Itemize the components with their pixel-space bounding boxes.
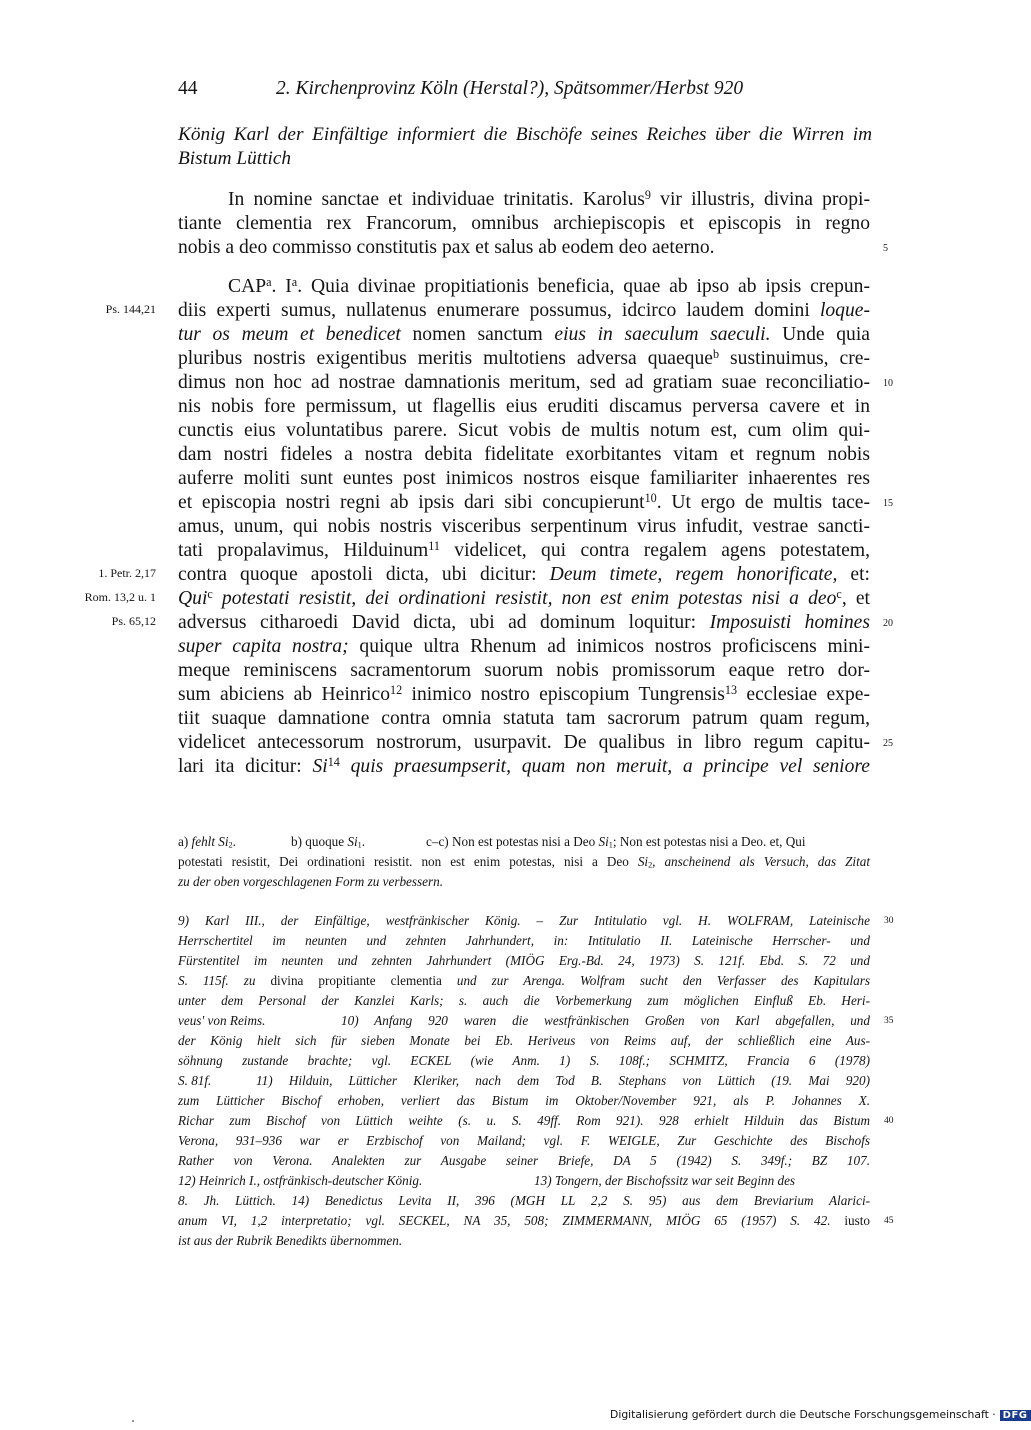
body-line: dimus non hoc ad nostrae damnationis meritum, sed ad gratiam suae reconciliatio- xyxy=(178,372,870,393)
line-number: 40 xyxy=(884,1116,894,1126)
apparatus-line xyxy=(178,832,870,852)
note-line: anum VI, 1,2 interpretatio; vgl. SECKEL, NA 35, 508; ZIMMERMANN, MIÖG 65 (1957) S. 42. iusto xyxy=(178,1213,870,1228)
note-line: ist aus der Rubrik Benedikts übernommen. xyxy=(178,1233,403,1248)
body-line: cunctis eius voluntatibus parere. Sicut vobis de multis notum est, cum olim qui- xyxy=(178,420,870,441)
body-line: nis nobis fore permissum, ut flagellis eius eruditi discamus perversa cavere et in xyxy=(178,396,870,417)
note-line: zum Lütticher Bischof erhoben, verliert das Bistum im Oktober/November 921, als P. Johannes X. xyxy=(178,1093,870,1108)
line-number: 15 xyxy=(883,498,893,509)
apparatus-note-b: b) quoque $Si_1$. xyxy=(291,834,366,850)
body-line: amus, unum, qui nobis nostris visceribus serpentinum virus infudit, vestrae sancti- xyxy=(178,516,870,537)
note-line: Fürstentitel im neunten und zehnten Jahrhundert (MIÖG Erg.-Bd. 24, 1973) S. 121f. Ebd. S. 72 und xyxy=(178,953,870,968)
body-line: tur os meum et benedicet nomen sanctum eius in saeculum saeculi. Unde quia xyxy=(178,324,870,345)
line-number: 20 xyxy=(883,618,893,629)
note-line: 8. Jh. Lüttich. 14) Benedictus Levita II, 396 (MGH LL 2,2 S. 95) aus dem Breviarium Alarici- xyxy=(178,1193,870,1208)
note-line: S. 115f. zu divina propitiante clementia und zur Arenga. Wolfram sucht den Verfasser des Kapitulars xyxy=(178,973,870,988)
body-line: nobis a deo commisso constitutis pax et salus ab eodem deo aeterno. xyxy=(178,237,715,258)
body-line: adversus citharoedi David dicta, ubi ad dominum loquitur: Imposuisti homines xyxy=(178,612,870,633)
body-line: tiante clementia rex Francorum, omnibus archiepiscopis et episcopis in regno xyxy=(178,213,870,234)
note-line: Rather von Verona. Analekten zur Ausgabe seiner Briefe, DA 5 (1942) S. 349f.; BZ 107. xyxy=(178,1153,870,1168)
document-title-line: König Karl der Einfältige informiert die Bischöfe seines Reiches über die Wirren im xyxy=(178,124,872,145)
note-line: S. 81f. 11) Hilduin, Lütticher Kleriker, nach dem Tod B. Stephans von Lüttich (19. Mai 920) xyxy=(178,1073,870,1088)
line-number: 5 xyxy=(883,243,888,254)
body-line: videlicet antecessorum nostrorum, usurpavit. De qualibus in libro regum capitu- xyxy=(178,732,870,753)
margin-reference: 1. Petr. 2,17 xyxy=(98,566,156,580)
note-line: Richar zum Bischof von Lüttich weihte (s. u. S. 49ff. Rom 921). 928 erhielt Hilduin das Bistum xyxy=(178,1113,870,1128)
body-line: super capita nostra; quique ultra Rhenum ad inimicos nostros proficiscens mini- xyxy=(178,636,871,657)
note-line: unter dem Personal der Kanzlei Karls; s. auch die Vorbemerkung zum möglichen Einfluß Eb. Heri- xyxy=(178,993,870,1008)
note-line: Verona, 931–936 war er Erzbischof von Mailand; vgl. F. WEIGLE, Zur Geschichte des Bischofs xyxy=(178,1133,870,1148)
body-line: et episcopia nostri regni ab ipsis dari sibi concupierunt$^{10}$. Ut ergo de multis tace- xyxy=(178,490,870,513)
body-line: dam nostri fideles a nostra debita fidelitate exorbitantes vitam et regnum nobis xyxy=(178,444,870,465)
document-title-line: Bistum Lüttich xyxy=(178,148,292,169)
body-line: meque reminiscens sacramentorum suorum nobis promissorum eaque retro dor- xyxy=(178,660,870,681)
funding-text: Digitalisierung gefördert durch die Deutsche Forschungsgemeinschaft · xyxy=(610,1408,996,1421)
body-line: pluribus nostris exigentibus meritis multotiens adversa quaeque$^b$ sustinuimus, cre- xyxy=(178,346,870,369)
body-line: contra quoque apostoli dicta, ubi dicitur: Deum timete, regem honorificate, et: xyxy=(178,564,870,585)
note-line: Herrschertitel im neunten und zehnten Jahrhundert, in: Intitulatio II. Lateinische Herrscher- und xyxy=(178,933,870,948)
running-title: 2. Kirchenprovinz Köln (Herstal?), Spätsommer/Herbst 920 xyxy=(276,78,744,99)
line-number: 45 xyxy=(884,1216,894,1226)
note-line: 9) Karl III., der Einfältige, westfränkischer König. – Zur Intitulatio vgl. H. WOLFRAM, Lateinische xyxy=(178,913,870,928)
line-number: 30 xyxy=(884,916,894,926)
body-line: sum abiciens ab Heinrico$^{12}$ inimico nostro episcopium Tungrensis$^{13}$ ecclesiae expe- xyxy=(178,682,870,705)
body-line: diis experti sumus, nullatenus enumerare possumus, idcirco laudem domini loque- xyxy=(178,300,870,321)
line-number: 25 xyxy=(883,738,893,749)
line-number: 35 xyxy=(884,1016,894,1026)
page-number: 44 xyxy=(178,78,198,99)
body-line: Qui$^c$ potestati resistit, dei ordinationi resistit, non est enim potestas nisi a deo$^c$, et xyxy=(178,586,871,609)
margin-reference: Rom. 13,2 u. 1 xyxy=(84,590,156,604)
margin-reference: Ps. 144,21 xyxy=(105,302,156,316)
document-title xyxy=(178,123,872,171)
apparatus-note-c: c–c) Non est potestas nisi a Deo $Si_1$; Non est potestas nisi a Deo. et, Qui xyxy=(426,834,806,850)
apparatus-note-a: a) fehlt $Si_2$. xyxy=(178,834,236,850)
margin-reference: Ps. 65,12 xyxy=(111,614,156,628)
body-line: tiit suaque damnatione contra omnia statuta tam sacrorum patrum quam regum, xyxy=(178,708,870,729)
dfg-logo: DFG xyxy=(1000,1410,1031,1421)
body-line: In nomine sanctae et individuae trinitatis. Karolus$^9$ vir illustris, divina propi- xyxy=(228,187,870,210)
note-line: veus' von Reims. 10) Anfang 920 waren die westfränkischen Großen von Karl abgefallen, und xyxy=(178,1013,870,1028)
note-line: 12) Heinrich I., ostfränkisch-deutscher König. 13) Tongern, der Bischofssitz war seit Beginn des xyxy=(178,1173,796,1188)
note-line: der König hielt sich für sieben Monate bei Eb. Heriveus von Reims auf, der schließlich eine Aus- xyxy=(178,1033,870,1048)
note-line: söhnung zustande brachte; vgl. ECKEL (wie Anm. 1) S. 108f.; SCHMITZ, Francia 6 (1978) xyxy=(178,1053,870,1068)
line-number: 10 xyxy=(883,378,893,389)
body-line: lari ita dicitur: Si$^{14}$ quis praesumpserit, quam non meruit, a principe vel seniore xyxy=(178,754,870,777)
body-line: auferre moliti sunt euntes post inimicos nostros eisque familiariter inhaerentes res xyxy=(178,468,870,489)
scan-speck xyxy=(132,1420,134,1422)
body-line: CAP$^a$. $I^a$. Quia divinae propitiationis beneficia, quae ab ipso ab ipsis crepun- xyxy=(228,274,870,297)
body-line: tati propalavimus, Hilduinum$^{11}$ videlicet, qui contra regalem agens potestatem, xyxy=(178,538,870,561)
funding-footer xyxy=(610,1408,1031,1421)
apparatus-line: zu der oben vorgeschlagenen Form zu verbessern. xyxy=(178,874,444,889)
apparatus-line: potestati resistit, Dei ordinationi resistit. non est enim potestas, nisi a Deo $Si_2$, anscheinend als Versuch, das Zitat xyxy=(178,854,870,870)
